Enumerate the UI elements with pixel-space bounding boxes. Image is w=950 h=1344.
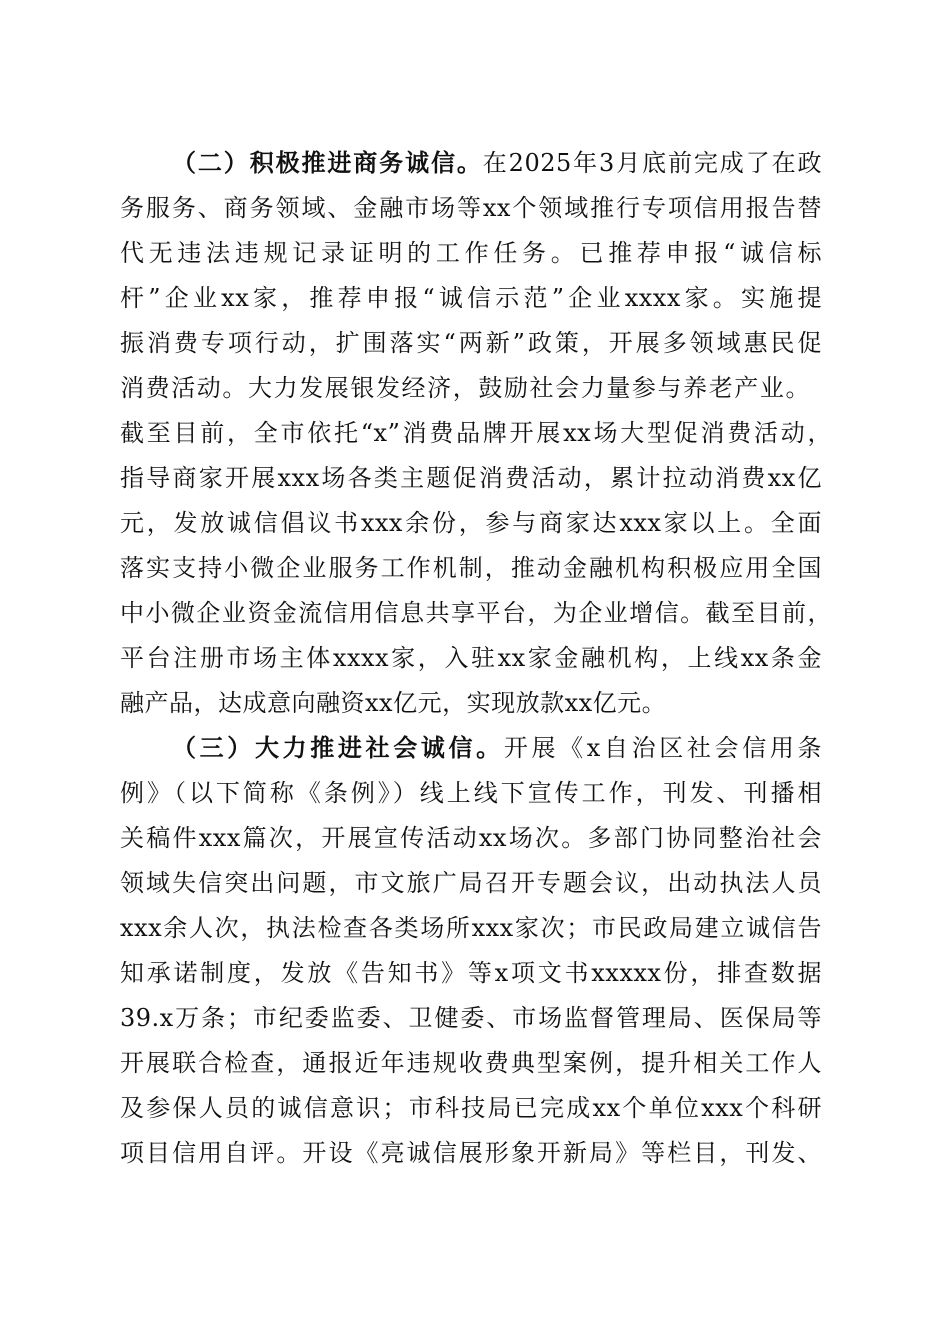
- paragraph-2-line-13: 融产品，达成意向融资xx亿元，实现放款xx亿元。: [120, 689, 667, 717]
- paragraph-2-line-9: 元，发放诚信倡议书xxx余份，参与商家达xxx家以上。全面: [120, 509, 822, 537]
- paragraph-2-line-5: 振消费专项行动，扩围落实“两新”政策，开展多领域惠民促: [120, 329, 822, 357]
- paragraph-2-line-7: 截至目前，全市依托“x”消费品牌开展xx场大型促消费活动，: [120, 419, 832, 447]
- paragraph-2-line-8: 指导商家开展xxx场各类主题促消费活动，累计拉动消费xx亿: [120, 464, 822, 492]
- paragraph-2-line-6: 消费活动。大力发展银发经济，鼓励社会力量参与养老产业。: [120, 374, 810, 402]
- paragraph-3-text: 开展《x自治区社会信用条: [503, 734, 822, 762]
- paragraph-2-heading: （二）积极推进商务诚信。: [172, 148, 483, 177]
- paragraph-3-line-3: 关稿件xxx篇次，开展宣传活动xx场次。多部门协同整治社会: [120, 824, 822, 852]
- paragraph-2-line-4: 杆”企业xx家，推荐申报“诚信示范”企业xxxx家。实施提: [120, 284, 822, 312]
- paragraph-3-line-10: 项目信用自评。开设《亮诚信展形象开新局》等栏目，刊发、: [120, 1139, 822, 1167]
- paragraph-3-line-4: 领域失信突出问题，市文旅广局召开专题会议，出动执法人员: [120, 869, 822, 897]
- paragraph-3-line-7: 39.x万条；市纪委监委、卫健委、市场监督管理局、医保局等: [120, 1004, 822, 1032]
- paragraph-3-line-8: 开展联合检查，通报近年违规收费典型案例，提升相关工作人: [120, 1049, 822, 1077]
- paragraph-2-line-11: 中小微企业资金流信用信息共享平台，为企业增信。截至目前，: [120, 599, 832, 627]
- paragraph-3-line-6: 知承诺制度，发放《告知书》等x项文书xxxxx份，排查数据: [120, 959, 822, 987]
- paragraph-2-line-3: 代无违法违规记录证明的工作任务。已推荐申报“诚信标: [120, 239, 822, 267]
- paragraph-3-line-1: [172, 728, 822, 768]
- paragraph-2-line-12: 平台注册市场主体xxxx家，入驻xx家金融机构，上线xx条金: [120, 644, 822, 672]
- paragraph-3-line-2: 例》（以下简称《条例》）线上线下宣传工作，刊发、刊播相: [120, 779, 822, 807]
- paragraph-2-text: 在2025年3月底前完成了在政: [482, 149, 822, 177]
- paragraph-2-line-10: 落实支持小微企业服务工作机制，推动金融机构积极应用全国: [120, 554, 822, 582]
- paragraph-2-line-1: [172, 143, 822, 183]
- paragraph-3-heading: （三）大力推进社会诚信。: [172, 733, 504, 762]
- paragraph-3-line-5: xxx余人次，执法检查各类场所xxx家次；市民政局建立诚信告: [120, 914, 822, 942]
- paragraph-3-line-9: 及参保人员的诚信意识；市科技局已完成xx个单位xxx个科研: [120, 1094, 822, 1122]
- paragraph-2-line-2: 务服务、商务领域、金融市场等xx个领域推行专项信用报告替: [120, 194, 822, 222]
